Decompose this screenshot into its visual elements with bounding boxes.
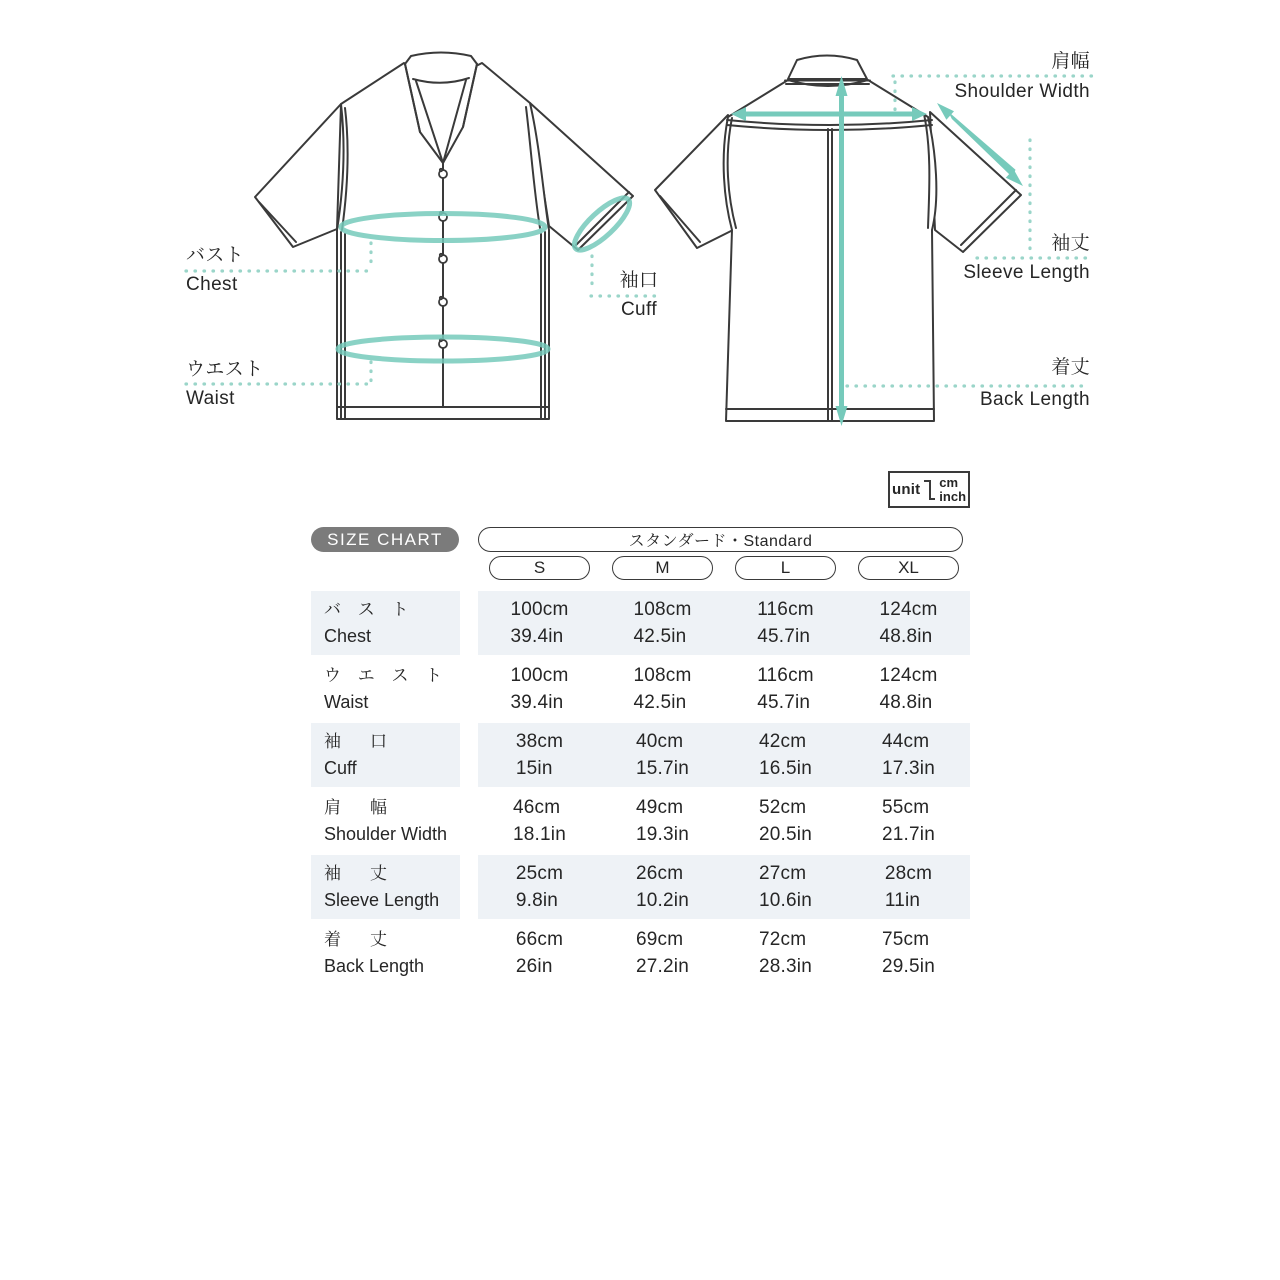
value-cell: 100cm 39.4in [510, 599, 569, 647]
size-pill-xl: XL [858, 556, 959, 580]
value-cell: 75cm 29.5in [882, 929, 935, 977]
row-label [311, 657, 460, 721]
variant-pill: スタンダード・Standard [478, 527, 963, 552]
row-label [311, 789, 460, 853]
value-cell: 49cm 19.3in [636, 797, 689, 845]
unit-values [939, 476, 966, 504]
chest-label-jp: バスト [186, 245, 245, 266]
value-cell: 27cm 10.6in [759, 863, 812, 911]
value-cell: 38cm 15in [515, 731, 564, 779]
waist-label-en: Waist [186, 388, 235, 409]
value-cell: 116cm 45.7in [757, 599, 814, 647]
value-cell: 42cm 16.5in [759, 731, 812, 779]
back-length-label-jp: 着丈 [1051, 357, 1090, 378]
sleeve-length-label-jp: 袖丈 [1051, 233, 1090, 254]
row-values [478, 855, 970, 919]
value-cell: 69cm 27.2in [636, 929, 689, 977]
value-cell: 124cm 48.8in [879, 599, 938, 647]
table-row-waist [311, 657, 970, 721]
unit-cm: cm [939, 474, 959, 490]
row-label [311, 921, 460, 985]
table-row-shoulder-width [311, 789, 970, 853]
table-row-back-length [311, 921, 970, 985]
sleeve-length-label-en: Sleeve Length [963, 262, 1090, 283]
size-table [311, 591, 970, 987]
row-label-jp: 袖 丈 [324, 864, 393, 883]
row-label-jp: ウ エ ス ト [324, 666, 449, 685]
value-cell: 100cm 39.4in [510, 665, 569, 713]
row-label-jp: 肩 幅 [324, 798, 393, 817]
row-label-en: Cuff [324, 758, 357, 778]
value-cell: 124cm 48.8in [879, 665, 938, 713]
value-cell: 72cm 28.3in [759, 929, 812, 977]
row-label [311, 591, 460, 655]
row-label-jp: 袖 口 [324, 732, 393, 751]
unit-inch: inch [939, 488, 967, 504]
unit-bracket-icon [923, 477, 936, 503]
row-label-en: Sleeve Length [324, 890, 440, 910]
row-label-en: Waist [324, 692, 369, 712]
value-cell: 108cm 42.5in [633, 665, 692, 713]
row-label-jp: バ ス ト [324, 600, 415, 619]
row-values [478, 657, 970, 721]
row-label [311, 855, 460, 919]
waist-label-jp: ウエスト [186, 359, 264, 380]
value-cell: 52cm 20.5in [759, 797, 812, 845]
cuff-label-en: Cuff [620, 299, 658, 320]
value-cell: 26cm 10.2in [636, 863, 689, 911]
row-label-en: Chest [324, 626, 372, 646]
size-pill-m: M [612, 556, 713, 580]
size-header-row [478, 556, 970, 580]
value-cell: 116cm 45.7in [757, 665, 814, 713]
value-cell: 55cm 21.7in [882, 797, 935, 845]
table-row-chest [311, 591, 970, 655]
chest-label-en: Chest [186, 274, 238, 295]
row-values [478, 921, 970, 985]
value-cell: 25cm 9.8in [515, 863, 564, 911]
size-pill-s: S [489, 556, 590, 580]
size-chart-title-pill: SIZE CHART [311, 527, 459, 552]
shirt-measurement-diagram [0, 0, 1280, 465]
value-cell: 44cm 17.3in [882, 731, 935, 779]
value-cell: 40cm 15.7in [636, 731, 689, 779]
unit-label: unit [891, 481, 921, 498]
table-row-cuff [311, 723, 970, 787]
shoulder-width-label-en: Shoulder Width [954, 81, 1090, 102]
table-row-sleeve-length [311, 855, 970, 919]
unit-legend-box [888, 471, 970, 508]
row-label-jp: 着 丈 [324, 930, 393, 949]
value-cell: 66cm 26in [515, 929, 564, 977]
size-pill-l: L [735, 556, 836, 580]
row-label-en: Back Length [324, 956, 425, 976]
row-values [478, 789, 970, 853]
value-cell: 46cm 18.1in [513, 797, 566, 845]
value-cell: 28cm 11in [884, 863, 933, 911]
shoulder-width-label-jp: 肩幅 [1051, 51, 1090, 72]
value-cell: 108cm 42.5in [633, 599, 692, 647]
row-values [478, 591, 970, 655]
cuff-label-jp: 袖口 [619, 270, 659, 291]
back-length-label-en: Back Length [979, 389, 1090, 410]
row-values [478, 723, 970, 787]
row-label-en: Shoulder Width [324, 824, 448, 844]
row-label [311, 723, 460, 787]
